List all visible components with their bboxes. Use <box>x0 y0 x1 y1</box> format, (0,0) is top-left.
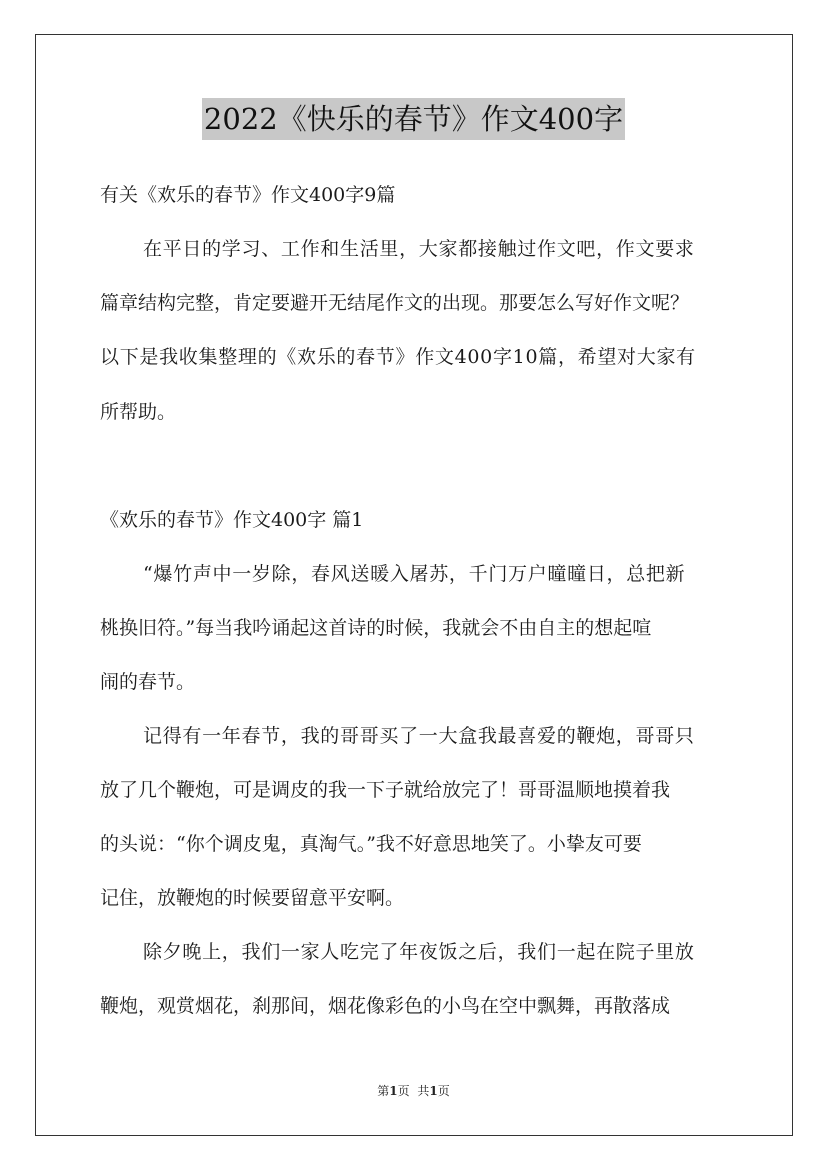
paragraph3-line-2: 鞭炮，观赏烟花，刹那间，烟花像彩色的小鸟在空中飘舞，再散落成 <box>100 995 671 1017</box>
footer-page-number: 1 <box>389 1084 398 1098</box>
paragraph2-line-4: 记住，放鞭炮的时候要留意平安啊。 <box>100 887 405 909</box>
document-subtitle: 有关《欢乐的春节》作文400字9篇 <box>100 184 396 206</box>
paragraph2-line-3: 的头说：“你个调皮鬼，真淘气。”我不好意思地笑了。小挚友可要 <box>100 833 642 855</box>
title-container <box>0 98 827 140</box>
paragraph1-line-1: “爆竹声中一岁除，春风送暖入屠苏，千门万户曈曈日，总把新 <box>143 563 686 585</box>
paragraph2-line-1: 记得有一年春节，我的哥哥买了一大盒我最喜爱的鞭炮，哥哥只 <box>143 725 695 747</box>
document-title: 2022《快乐的春节》作文400字 <box>202 98 625 140</box>
paragraph1-line-3: 闹的春节。 <box>100 671 196 693</box>
footer-total-prefix: 共 <box>417 1084 430 1098</box>
footer-total-suffix: 页 <box>437 1084 450 1098</box>
paragraph3-line-1: 除夕晚上，我们一家人吃完了年夜饭之后，我们一起在院子里放 <box>143 941 695 963</box>
footer-total-number: 1 <box>429 1084 438 1098</box>
footer-page-prefix: 第 <box>377 1084 390 1098</box>
intro-line-2: 篇章结构完整，肯定要避开无结尾作文的出现。那要怎么写好作文呢？ <box>100 292 690 314</box>
section-heading: 《欢乐的春节》作文400字 篇1 <box>100 509 364 531</box>
intro-line-1: 在平日的学习、工作和生活里，大家都接触过作文吧，作文要求 <box>143 238 695 260</box>
paragraph1-line-2: 桃换旧符。”每当我吟诵起这首诗的时候，我就会不由自主的想起喧 <box>100 617 652 639</box>
paragraph2-line-2: 放了几个鞭炮，可是调皮的我一下子就给放完了！哥哥温顺地摸着我 <box>100 779 671 801</box>
footer-page-suffix: 页 <box>397 1084 410 1098</box>
intro-line-3: 以下是我收集整理的《欢乐的春节》作文400字10篇，希望对大家有 <box>100 346 696 368</box>
intro-line-4: 所帮助。 <box>100 401 177 423</box>
page-footer <box>0 1082 827 1100</box>
